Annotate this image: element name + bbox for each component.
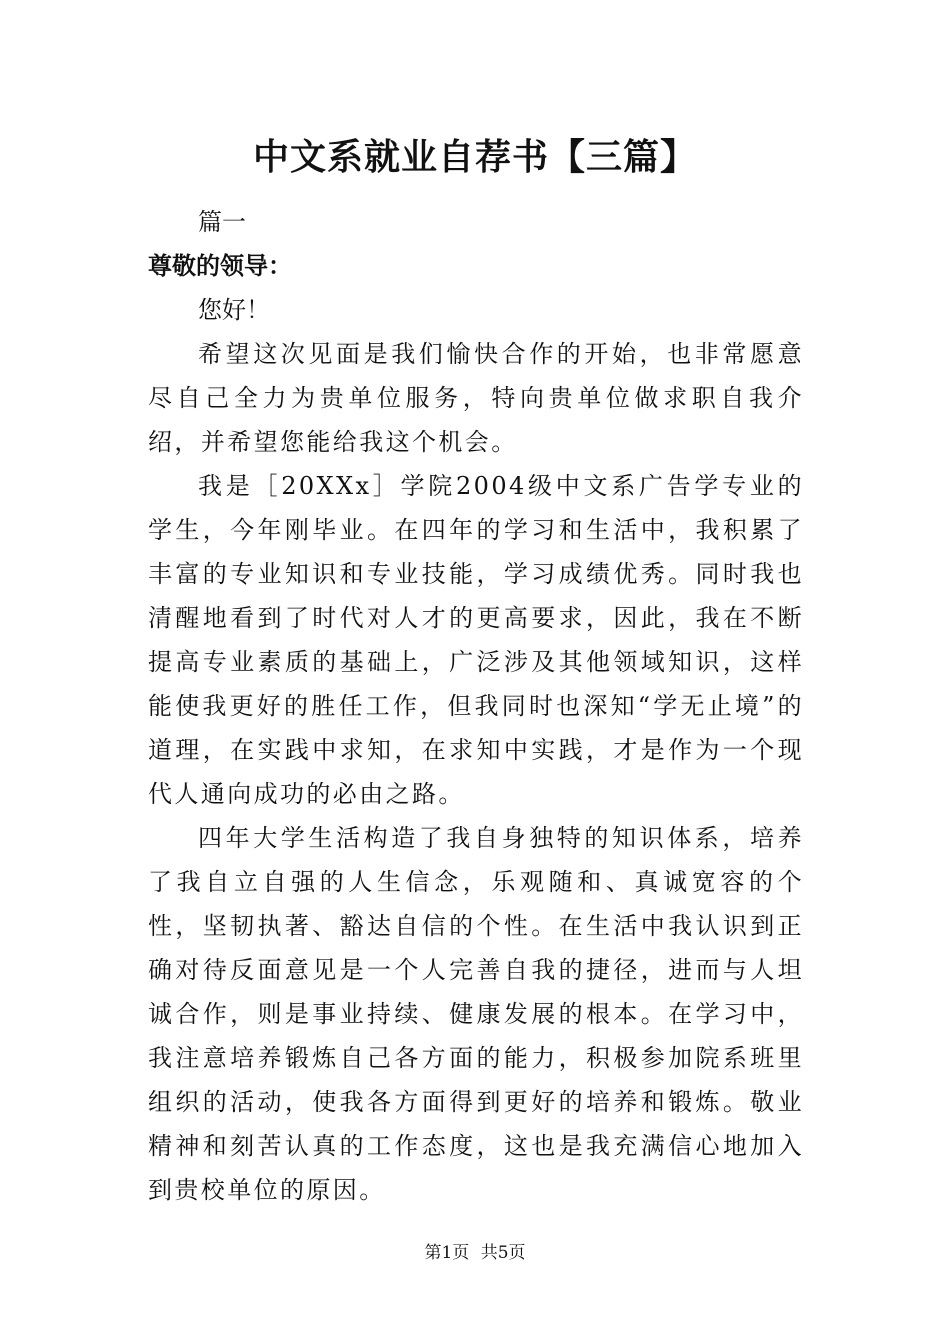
page-number-total: 共5页 [480,1243,526,1263]
paragraph: 四年大学生活构造了我自身独特的知识体系，培养了我自立自强的人生信念，乐观随和、真诚宽容的个性，坚韧执著、豁达自信的个性。在生活中我认识到正确对待反面意见是一个人完善自我的捷径，进而与人坦诚合作，则是事业持续、健康发展的根本。在学习中，我注意培养锻炼自己各方面的能力，积极参加院系班里组织的活动，使我各方面得到更好的培养和锻炼。敬业精神和刻苦认真的工作态度，这也是我充满信心地加入到贵校单位的原因。 [148,824,804,1204]
paragraph: 我是［20XXx］学院2004级中文系广告学专业的学生，今年刚毕业。在四年的学习和生活中，我积累了丰富的专业知识和专业技能，学习成绩优秀。同时我也清醒地看到了时代对人才的更高要求，因此，我在不断提高专业素质的基础上，广泛涉及其他领域知识，这样能使我更好的胜任工作，但我同时也深知“学无止境”的道理，在实践中求知，在求知中实践，才是作为一个现代人通向成功的必由之路。 [148,472,804,808]
paragraph: 希望这次见面是我们愉快合作的开始，也非常愿意尽自己全力为贵单位服务，特向贵单位做求职自我介绍，并希望您能给我这个机会。 [148,340,804,456]
salutation: 尊敬的领导： [148,251,292,280]
document-body [148,200,804,1212]
page-number-current: 第1页 [424,1243,470,1263]
document-title: 中文系就业自荐书【三篇】 [252,136,697,178]
section-label: 篇一 [198,208,246,236]
greeting: 您好！ [198,296,270,324]
page-footer [0,1238,950,1268]
